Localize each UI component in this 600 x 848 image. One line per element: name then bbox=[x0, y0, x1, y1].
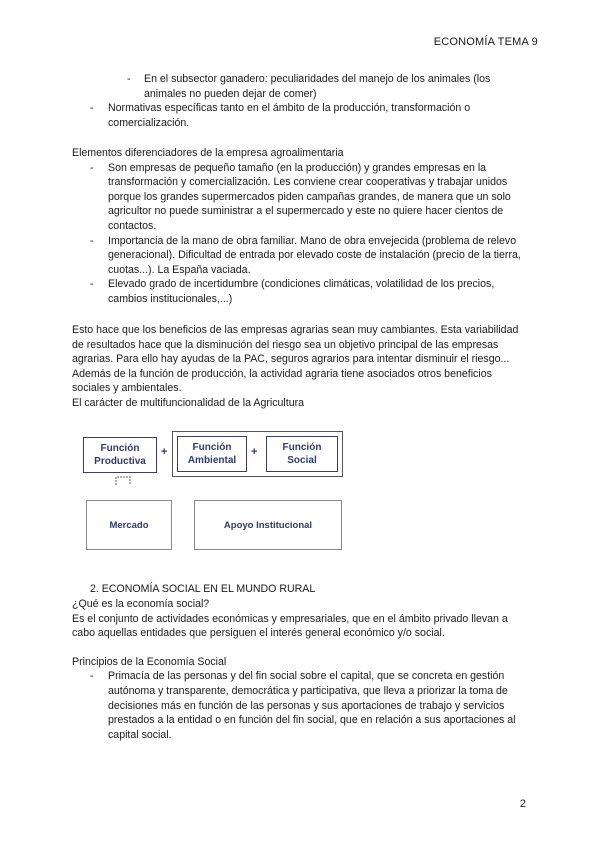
answer-paragraph: Es el conjunto de actividades económicas y empresariales, que en el ámbito privado llevan a cabo aquellas entidades que persiguen el interés general económico y/o social. bbox=[72, 612, 508, 640]
bullet-marker: - bbox=[127, 73, 131, 85]
plus-sign: + bbox=[161, 446, 168, 458]
list-item bbox=[72, 669, 530, 742]
list-item-text: Importancia de la mano de obra familiar. Mano de obra envejecida (problema de relevo generacional). Dificultad de entrada por elevado coste de instalación (precio de la tierra, cuotas...). La España vaciada. bbox=[108, 234, 521, 276]
list-item-text: Normativas específicas tanto en el ámbito de la producción, transformación o comercialización. bbox=[108, 102, 471, 129]
bullet-marker: - bbox=[90, 234, 94, 247]
list-item-text: Elevado grado de incertidumbre (condiciones climáticas, volatilidad de los precios, cambios institucionales,...) bbox=[108, 278, 495, 305]
intro-block bbox=[72, 72, 530, 130]
diagram-box-market: Mercado bbox=[86, 500, 172, 550]
list-item bbox=[72, 234, 530, 278]
sub-bullet-text: En el subsector ganadero: peculiaridades del manejo de los animales (los animales no pueden dejar de comer) bbox=[144, 73, 491, 100]
bullet-marker: - bbox=[90, 670, 94, 683]
list-item-text: Son empresas de pequeño tamaño (en la producción) y grandes empresas en la transformación y comercialización. Les conviene crear cooperativas y trabajar unidos porque los grandes supermercados piden campañas grandes, de manera que un solo agricultor no puede suministrar a el supermercado y este no quiere hacer cientos de contactos. bbox=[108, 161, 511, 232]
list-item bbox=[72, 101, 530, 130]
section-2-title: 2. ECONOMÍA SOCIAL EN EL MUNDO RURAL bbox=[90, 583, 316, 595]
sub-bullet bbox=[72, 72, 530, 101]
paragraph-benefits: Además de la función de producción, la actividad agraria tiene asociados otros beneficios sociales y ambientales. bbox=[72, 367, 492, 395]
diagram-box-social: Función Social bbox=[266, 436, 338, 472]
bullet-marker: - bbox=[90, 278, 94, 291]
section-2-block bbox=[72, 597, 530, 742]
principles-heading: Principios de la Economía Social bbox=[72, 655, 227, 668]
bullet-marker: - bbox=[90, 102, 94, 115]
elements-list bbox=[72, 161, 530, 307]
section-heading: Elementos diferenciadores de la empresa agroalimentaria bbox=[72, 147, 344, 159]
diagram-box-productive: Función Productiva bbox=[83, 437, 157, 473]
page-number: 2 bbox=[519, 798, 526, 810]
list-item bbox=[72, 277, 530, 306]
diagram-box-institutional-support: Apoyo Institucional bbox=[194, 500, 342, 550]
multifunctionality-diagram bbox=[66, 430, 342, 550]
paragraph-multifunctionality: El carácter de multifuncionalidad de la Agricultura bbox=[72, 396, 305, 409]
list-item-text: Primacía de las personas y del fin social sobre el capital, que se concreta en gestión autónoma y transparente, democrática y participativa, que lleva a priorizar la toma de decisiones más en función de las personas y sus aportaciones de trabajo y servicios prestados a la entidad o en función del fin social, que en relación a sus aportaciones al capital social. bbox=[108, 670, 516, 741]
bullet-marker: - bbox=[90, 161, 94, 174]
paragraphs-block bbox=[72, 323, 530, 411]
intro-list bbox=[72, 101, 530, 130]
diagram-box-environmental: Función Ambiental bbox=[177, 436, 247, 472]
elements-block bbox=[72, 146, 530, 307]
list-item bbox=[72, 161, 530, 234]
document-header: ECONOMÍA TEMA 9 bbox=[433, 36, 538, 48]
plus-sign: + bbox=[251, 446, 258, 458]
question-heading: ¿Qué es la economía social? bbox=[72, 598, 210, 610]
paragraph-risk: Esto hace que los beneficios de las empresas agrarias sean muy cambiantes. Esta variabilidad de resultados hace que la disminución del riesgo sea un objetivo principal de las empresas agrarias. Para ello hay ayudas de la PAC, seguros agrarios para intentar disminuir el riesgo... bbox=[72, 324, 519, 366]
principles-list bbox=[72, 669, 530, 742]
connector-icon bbox=[114, 473, 132, 487]
